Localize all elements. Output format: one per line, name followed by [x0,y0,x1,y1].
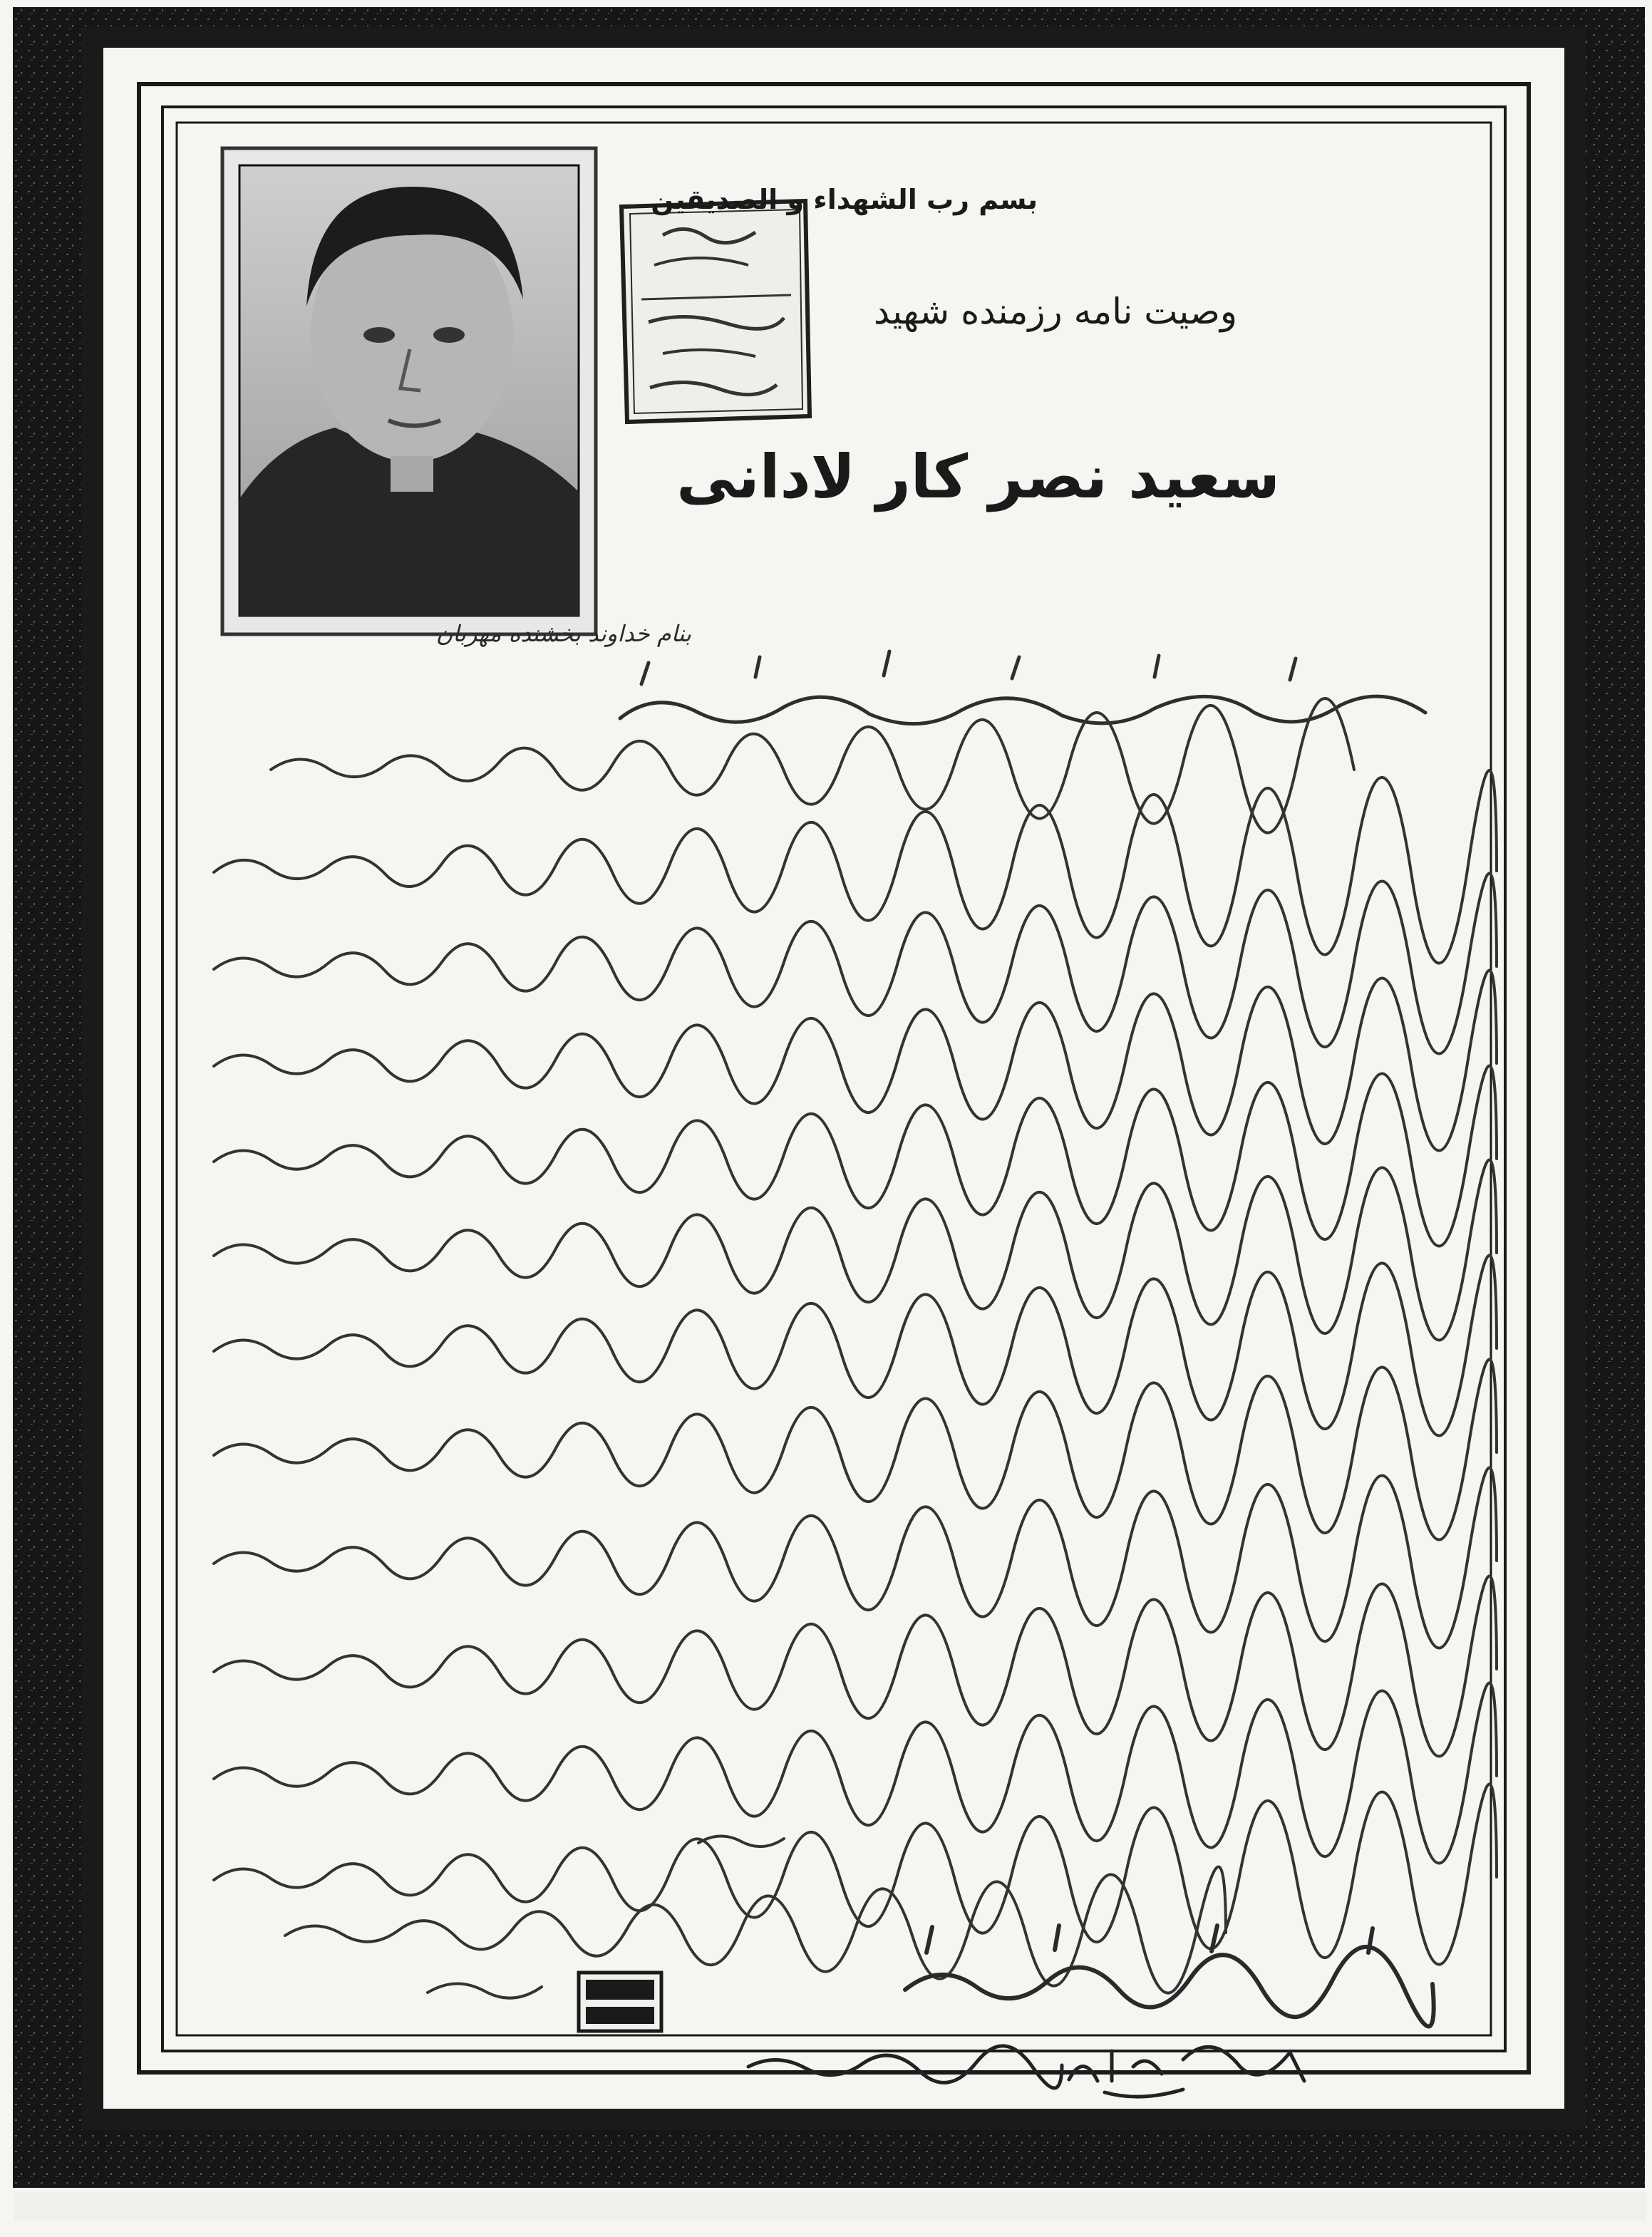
heading-martyr-name: سعید نصر کار لادانی [676,442,1280,512]
basmala-translation: بنام خداوند بخشنده مهربان [435,620,691,647]
typist-stamp-icon [579,1973,661,2031]
heading-will-title: وصیت نامه رزمنده شهید [873,291,1237,332]
publisher-footer [14,2192,1646,2221]
heading-bismillah: بسم رب الشهداء و الصدیقین [651,184,1038,215]
portrait-photo [222,148,596,634]
archive-stamp-icon [621,201,810,422]
